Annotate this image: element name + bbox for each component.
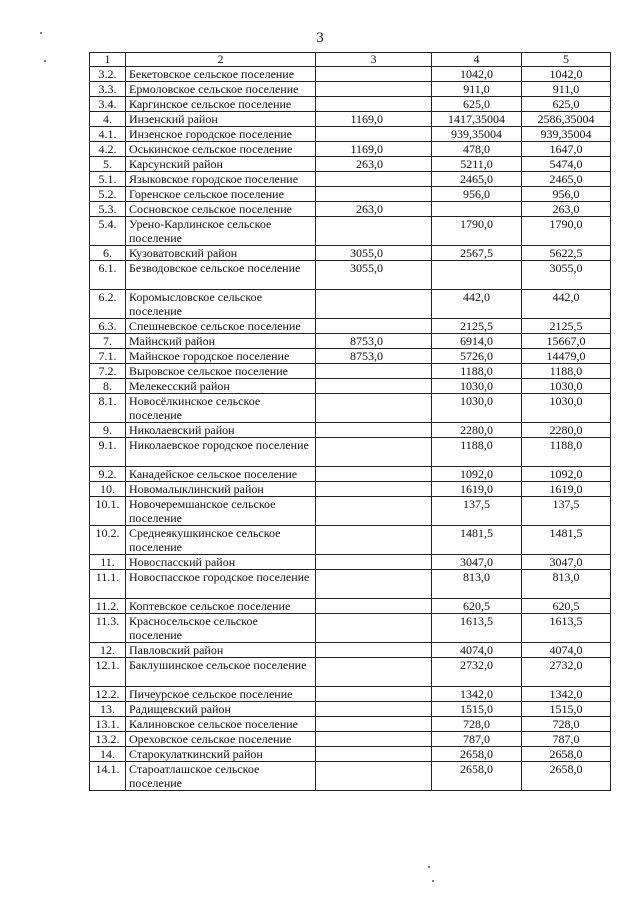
settlement-name: Майнское городское поселение <box>126 349 316 364</box>
value-col-5: 137,5 <box>522 497 611 526</box>
row-number: 3.4. <box>90 97 126 112</box>
value-col-5: 5474,0 <box>522 157 611 172</box>
value-col-3: 3055,0 <box>316 246 432 261</box>
row-number: 7. <box>90 334 126 349</box>
row-number: 13.1. <box>90 717 126 732</box>
value-col-3 <box>316 319 432 334</box>
settlement-name: Бекетовское сельское поселение <box>126 67 316 82</box>
table-row <box>90 687 611 702</box>
value-col-3 <box>316 614 432 643</box>
value-col-5: 1619,0 <box>522 482 611 497</box>
value-col-4: 939,35004 <box>432 127 522 142</box>
value-col-5: 1188,0 <box>522 364 611 379</box>
value-col-5: 3047,0 <box>522 555 611 570</box>
row-number: 4.2. <box>90 142 126 157</box>
table-row <box>90 334 611 349</box>
value-col-5: 442,0 <box>522 290 611 319</box>
row-number: 7.1. <box>90 349 126 364</box>
table-row <box>90 187 611 202</box>
value-col-4: 625,0 <box>432 97 522 112</box>
value-col-3 <box>316 643 432 658</box>
header-col-1: 1 <box>90 53 126 67</box>
value-col-5: 1515,0 <box>522 702 611 717</box>
table-row <box>90 643 611 658</box>
value-col-5: 2586,35004 <box>522 112 611 127</box>
settlement-name: Языковское городское поселение <box>126 172 316 187</box>
table-row <box>90 261 611 290</box>
settlement-name: Староатлашское сельское поселение <box>126 762 316 791</box>
table-row <box>90 394 611 423</box>
value-col-4: 956,0 <box>432 187 522 202</box>
row-number: 3.2. <box>90 67 126 82</box>
settlement-name: Красносельское сельское поселение <box>126 614 316 643</box>
value-col-3: 8753,0 <box>316 349 432 364</box>
settlement-name: Ореховское сельское поселение <box>126 732 316 747</box>
value-col-3 <box>316 438 432 467</box>
row-number: 6.2. <box>90 290 126 319</box>
value-col-5: 1790,0 <box>522 217 611 246</box>
table-row <box>90 732 611 747</box>
settlement-name: Спешневское сельское поселение <box>126 319 316 334</box>
value-col-5: 2658,0 <box>522 747 611 762</box>
table-row <box>90 142 611 157</box>
value-col-4: 787,0 <box>432 732 522 747</box>
row-number: 11. <box>90 555 126 570</box>
value-col-4: 1515,0 <box>432 702 522 717</box>
value-col-5: 787,0 <box>522 732 611 747</box>
value-col-4: 3047,0 <box>432 555 522 570</box>
value-col-4: 2280,0 <box>432 423 522 438</box>
row-number: 12.2. <box>90 687 126 702</box>
table-row <box>90 614 611 643</box>
value-col-4: 5211,0 <box>432 157 522 172</box>
value-col-3: 3055,0 <box>316 261 432 290</box>
value-col-3 <box>316 290 432 319</box>
row-number: 4.1. <box>90 127 126 142</box>
value-col-5: 1030,0 <box>522 394 611 423</box>
table-row <box>90 702 611 717</box>
settlement-name: Коромысловское сельское поселение <box>126 290 316 319</box>
table-row <box>90 762 611 791</box>
settlement-name: Пичеурское сельское поселение <box>126 687 316 702</box>
table-row <box>90 172 611 187</box>
settlement-name: Безводовское сельское поселение <box>126 261 316 290</box>
value-col-5: 625,0 <box>522 97 611 112</box>
row-number: 6. <box>90 246 126 261</box>
settlement-name: Новоспасское городское поселение <box>126 570 316 599</box>
scan-speck <box>44 60 46 62</box>
value-col-3 <box>316 732 432 747</box>
value-col-3 <box>316 702 432 717</box>
row-number: 5.3. <box>90 202 126 217</box>
value-col-4: 137,5 <box>432 497 522 526</box>
value-col-5: 14479,0 <box>522 349 611 364</box>
row-number: 5.2. <box>90 187 126 202</box>
value-col-5: 620,5 <box>522 599 611 614</box>
value-col-5: 1481,5 <box>522 526 611 555</box>
row-number: 10. <box>90 482 126 497</box>
table-row <box>90 467 611 482</box>
value-col-5: 4074,0 <box>522 643 611 658</box>
row-number: 10.2. <box>90 526 126 555</box>
row-number: 8.1. <box>90 394 126 423</box>
value-col-3 <box>316 127 432 142</box>
row-number: 5. <box>90 157 126 172</box>
row-number: 13.2. <box>90 732 126 747</box>
row-number: 12. <box>90 643 126 658</box>
table-row <box>90 364 611 379</box>
value-col-4: 1790,0 <box>432 217 522 246</box>
value-col-4: 4074,0 <box>432 643 522 658</box>
settlement-name: Урено-Карлинское сельское поселение <box>126 217 316 246</box>
value-col-4: 1030,0 <box>432 394 522 423</box>
row-number: 8. <box>90 379 126 394</box>
value-col-5: 2658,0 <box>522 762 611 791</box>
value-col-3 <box>316 379 432 394</box>
table-row <box>90 717 611 732</box>
settlement-name: Новомалыклинский район <box>126 482 316 497</box>
table-row <box>90 379 611 394</box>
row-number: 9.2. <box>90 467 126 482</box>
value-col-3 <box>316 555 432 570</box>
value-col-5: 3055,0 <box>522 261 611 290</box>
value-col-3 <box>316 423 432 438</box>
value-col-4: 1042,0 <box>432 67 522 82</box>
value-col-4: 620,5 <box>432 599 522 614</box>
value-col-5: 1042,0 <box>522 67 611 82</box>
table-row <box>90 349 611 364</box>
value-col-4: 1417,35004 <box>432 112 522 127</box>
value-col-5: 813,0 <box>522 570 611 599</box>
row-number: 11.1. <box>90 570 126 599</box>
settlement-name: Среднеякушкинское сельское поселение <box>126 526 316 555</box>
table-row <box>90 112 611 127</box>
value-col-3 <box>316 172 432 187</box>
table-row <box>90 202 611 217</box>
settlement-name: Николаевское городское поселение <box>126 438 316 467</box>
value-col-4: 2658,0 <box>432 747 522 762</box>
value-col-4: 2125,5 <box>432 319 522 334</box>
table-row <box>90 157 611 172</box>
table-header-row <box>90 53 611 67</box>
value-col-4: 2567,5 <box>432 246 522 261</box>
value-col-5: 5622,5 <box>522 246 611 261</box>
value-col-3 <box>316 82 432 97</box>
value-col-5: 1092,0 <box>522 467 611 482</box>
table-row <box>90 97 611 112</box>
value-col-4: 2732,0 <box>432 658 522 687</box>
value-col-4 <box>432 202 522 217</box>
scan-speck <box>40 32 42 34</box>
settlement-name: Мелекесский район <box>126 379 316 394</box>
budget-allocation-table <box>89 52 611 791</box>
value-col-5: 2280,0 <box>522 423 611 438</box>
header-col-3: 3 <box>316 53 432 67</box>
value-col-4: 1188,0 <box>432 438 522 467</box>
value-col-4: 442,0 <box>432 290 522 319</box>
table-row <box>90 423 611 438</box>
table-row <box>90 497 611 526</box>
row-number: 4. <box>90 112 126 127</box>
value-col-3: 263,0 <box>316 157 432 172</box>
settlement-name: Ермоловское сельское поселение <box>126 82 316 97</box>
settlement-name: Радищевский район <box>126 702 316 717</box>
value-col-3: 263,0 <box>316 202 432 217</box>
table-row <box>90 67 611 82</box>
value-col-5: 939,35004 <box>522 127 611 142</box>
value-col-4: 5726,0 <box>432 349 522 364</box>
table-row <box>90 127 611 142</box>
settlement-name: Каргинское сельское поселение <box>126 97 316 112</box>
value-col-4: 6914,0 <box>432 334 522 349</box>
table-body <box>90 67 611 791</box>
value-col-3 <box>316 497 432 526</box>
settlement-name: Выровское сельское поселение <box>126 364 316 379</box>
header-col-2: 2 <box>126 53 316 67</box>
value-col-5: 263,0 <box>522 202 611 217</box>
table-row <box>90 526 611 555</box>
row-number: 10.1. <box>90 497 126 526</box>
settlement-name: Инзенский район <box>126 112 316 127</box>
settlement-name: Карсунский район <box>126 157 316 172</box>
settlement-name: Майнский район <box>126 334 316 349</box>
settlement-name: Николаевский район <box>126 423 316 438</box>
value-col-4: 1342,0 <box>432 687 522 702</box>
value-col-5: 2465,0 <box>522 172 611 187</box>
scan-speck <box>432 880 434 882</box>
row-number: 14. <box>90 747 126 762</box>
header-col-4: 4 <box>432 53 522 67</box>
settlement-name: Новочеремшанское сельское поселение <box>126 497 316 526</box>
value-col-5: 1030,0 <box>522 379 611 394</box>
value-col-3 <box>316 67 432 82</box>
value-col-3 <box>316 762 432 791</box>
value-col-3: 8753,0 <box>316 334 432 349</box>
value-col-3 <box>316 599 432 614</box>
value-col-4: 2658,0 <box>432 762 522 791</box>
value-col-5: 1342,0 <box>522 687 611 702</box>
value-col-4: 1613,5 <box>432 614 522 643</box>
value-col-5: 2125,5 <box>522 319 611 334</box>
value-col-3 <box>316 526 432 555</box>
value-col-4: 1092,0 <box>432 467 522 482</box>
row-number: 11.3. <box>90 614 126 643</box>
table-row <box>90 290 611 319</box>
table-row <box>90 747 611 762</box>
settlement-name: Канадейское сельское поселение <box>126 467 316 482</box>
value-col-3 <box>316 187 432 202</box>
settlement-name: Калиновское сельское поселение <box>126 717 316 732</box>
value-col-4: 478,0 <box>432 142 522 157</box>
value-col-4: 1481,5 <box>432 526 522 555</box>
value-col-3: 1169,0 <box>316 142 432 157</box>
row-number: 9.1. <box>90 438 126 467</box>
value-col-5: 1647,0 <box>522 142 611 157</box>
settlement-name: Инзенское городское поселение <box>126 127 316 142</box>
page-number: 3 <box>316 30 324 46</box>
row-number: 7.2. <box>90 364 126 379</box>
table-row <box>90 319 611 334</box>
row-number: 9. <box>90 423 126 438</box>
value-col-3 <box>316 394 432 423</box>
value-col-3 <box>316 658 432 687</box>
settlement-name: Коптевское сельское поселение <box>126 599 316 614</box>
value-col-3 <box>316 570 432 599</box>
row-number: 13. <box>90 702 126 717</box>
value-col-3: 1169,0 <box>316 112 432 127</box>
value-col-4: 2465,0 <box>432 172 522 187</box>
header-col-5: 5 <box>522 53 611 67</box>
value-col-5: 911,0 <box>522 82 611 97</box>
settlement-name: Горенское сельское поселение <box>126 187 316 202</box>
value-col-4 <box>432 261 522 290</box>
table-row <box>90 570 611 599</box>
settlement-name: Сосновское сельское поселение <box>126 202 316 217</box>
value-col-5: 1188,0 <box>522 438 611 467</box>
value-col-3 <box>316 364 432 379</box>
table-row <box>90 555 611 570</box>
row-number: 14.1. <box>90 762 126 791</box>
value-col-5: 15667,0 <box>522 334 611 349</box>
table-row <box>90 599 611 614</box>
value-col-5: 956,0 <box>522 187 611 202</box>
row-number: 6.3. <box>90 319 126 334</box>
settlement-name: Новоспасский район <box>126 555 316 570</box>
value-col-4: 1619,0 <box>432 482 522 497</box>
row-number: 3.3. <box>90 82 126 97</box>
value-col-4: 911,0 <box>432 82 522 97</box>
settlement-name: Кузоватовский район <box>126 246 316 261</box>
table-row <box>90 482 611 497</box>
settlement-name: Старокулаткинский район <box>126 747 316 762</box>
value-col-3 <box>316 687 432 702</box>
value-col-5: 1613,5 <box>522 614 611 643</box>
value-col-4: 728,0 <box>432 717 522 732</box>
scan-speck <box>428 866 430 868</box>
value-col-4: 813,0 <box>432 570 522 599</box>
value-col-3 <box>316 97 432 112</box>
table-row <box>90 246 611 261</box>
table-row <box>90 438 611 467</box>
settlement-name: Новосёлкинское сельское поселение <box>126 394 316 423</box>
value-col-5: 2732,0 <box>522 658 611 687</box>
settlement-name: Баклушинское сельское поселение <box>126 658 316 687</box>
value-col-3 <box>316 482 432 497</box>
value-col-3 <box>316 717 432 732</box>
table-row <box>90 217 611 246</box>
row-number: 11.2. <box>90 599 126 614</box>
value-col-5: 728,0 <box>522 717 611 732</box>
value-col-3 <box>316 747 432 762</box>
value-col-4: 1188,0 <box>432 364 522 379</box>
value-col-3 <box>316 467 432 482</box>
row-number: 12.1. <box>90 658 126 687</box>
row-number: 5.1. <box>90 172 126 187</box>
settlement-name: Павловский район <box>126 643 316 658</box>
row-number: 5.4. <box>90 217 126 246</box>
table-row <box>90 658 611 687</box>
settlement-name: Оськинское сельское поселение <box>126 142 316 157</box>
value-col-4: 1030,0 <box>432 379 522 394</box>
value-col-3 <box>316 217 432 246</box>
table-row <box>90 82 611 97</box>
row-number: 6.1. <box>90 261 126 290</box>
